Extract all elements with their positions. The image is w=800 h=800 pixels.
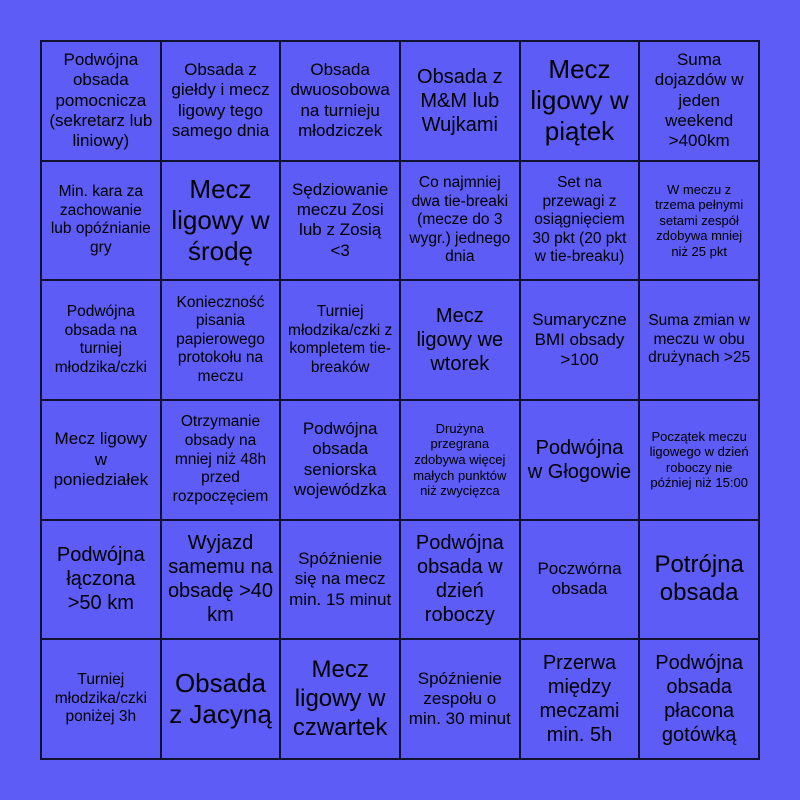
bingo-cell[interactable]: Otrzymanie obsady na mniej niż 48h przed rozpoczęciem	[161, 400, 281, 520]
bingo-cell[interactable]: Podwójna obsada płacona gotówką	[639, 639, 759, 759]
bingo-cell[interactable]: Przerwa między meczami min. 5h	[520, 639, 640, 759]
bingo-cell[interactable]: Set na przewagi z osiągnięciem 30 pkt (20 pkt w tie-breaku)	[520, 161, 640, 281]
bingo-cell[interactable]: Mecz ligowy we wtorek	[400, 280, 520, 400]
bingo-cell[interactable]: Podwójna obsada w dzień roboczy	[400, 520, 520, 640]
bingo-cell[interactable]: Wyjazd samemu na obsadę >40 km	[161, 520, 281, 640]
bingo-cell[interactable]: Mecz ligowy w czwartek	[280, 639, 400, 759]
bingo-cell[interactable]: Turniej młodzika/czki poniżej 3h	[41, 639, 161, 759]
bingo-cell[interactable]: Potrójna obsada	[639, 520, 759, 640]
bingo-cell[interactable]: Min. kara za zachowanie lub opóźnianie gry	[41, 161, 161, 281]
bingo-cell[interactable]: Podwójna obsada seniorska wojewódzka	[280, 400, 400, 520]
bingo-cell[interactable]: Spóźnienie zespołu o min. 30 minut	[400, 639, 520, 759]
bingo-cell[interactable]: Mecz ligowy w poniedziałek	[41, 400, 161, 520]
bingo-cell[interactable]: Podwójna obsada na turniej młodzika/czki	[41, 280, 161, 400]
bingo-cell[interactable]: Konieczność pisania papierowego protokołu na meczu	[161, 280, 281, 400]
bingo-cell[interactable]: Sumaryczne BMI obsady >100	[520, 280, 640, 400]
bingo-cell[interactable]: Drużyna przegrana zdobywa więcej małych punktów niż zwycięzca	[400, 400, 520, 520]
bingo-cell[interactable]: Co najmniej dwa tie-breaki (mecze do 3 wygr.) jednego dnia	[400, 161, 520, 281]
bingo-cell[interactable]: W meczu z trzema pełnymi setami zespół zdobywa mniej niż 25 pkt	[639, 161, 759, 281]
bingo-cell[interactable]: Obsada z M&M lub Wujkami	[400, 41, 520, 161]
bingo-cell[interactable]: Sędziowanie meczu Zosi lub z Zosią <3	[280, 161, 400, 281]
bingo-cell[interactable]: Podwójna obsada pomocnicza (sekretarz lub liniowy)	[41, 41, 161, 161]
bingo-cell[interactable]: Podwójna w Głogowie	[520, 400, 640, 520]
bingo-cell[interactable]: Obsada z giełdy i mecz ligowy tego samego dnia	[161, 41, 281, 161]
bingo-board	[40, 40, 760, 760]
bingo-cell[interactable]: Suma dojazdów w jeden weekend >400km	[639, 41, 759, 161]
bingo-cell[interactable]: Obsada z Jacyną	[161, 639, 281, 759]
bingo-cell[interactable]: Obsada dwuosobowa na turnieju młodziczek	[280, 41, 400, 161]
bingo-cell[interactable]: Spóźnienie się na mecz min. 15 minut	[280, 520, 400, 640]
bingo-cell[interactable]: Suma zmian w meczu w obu drużynach >25	[639, 280, 759, 400]
bingo-cell[interactable]: Mecz ligowy w piątek	[520, 41, 640, 161]
bingo-cell[interactable]: Mecz ligowy w środę	[161, 161, 281, 281]
bingo-cell[interactable]: Poczwórna obsada	[520, 520, 640, 640]
bingo-cell[interactable]: Podwójna łączona >50 km	[41, 520, 161, 640]
bingo-cell[interactable]: Turniej młodzika/czki z kompletem tie-breaków	[280, 280, 400, 400]
bingo-cell[interactable]: Początek meczu ligowego w dzień roboczy nie później niż 15:00	[639, 400, 759, 520]
